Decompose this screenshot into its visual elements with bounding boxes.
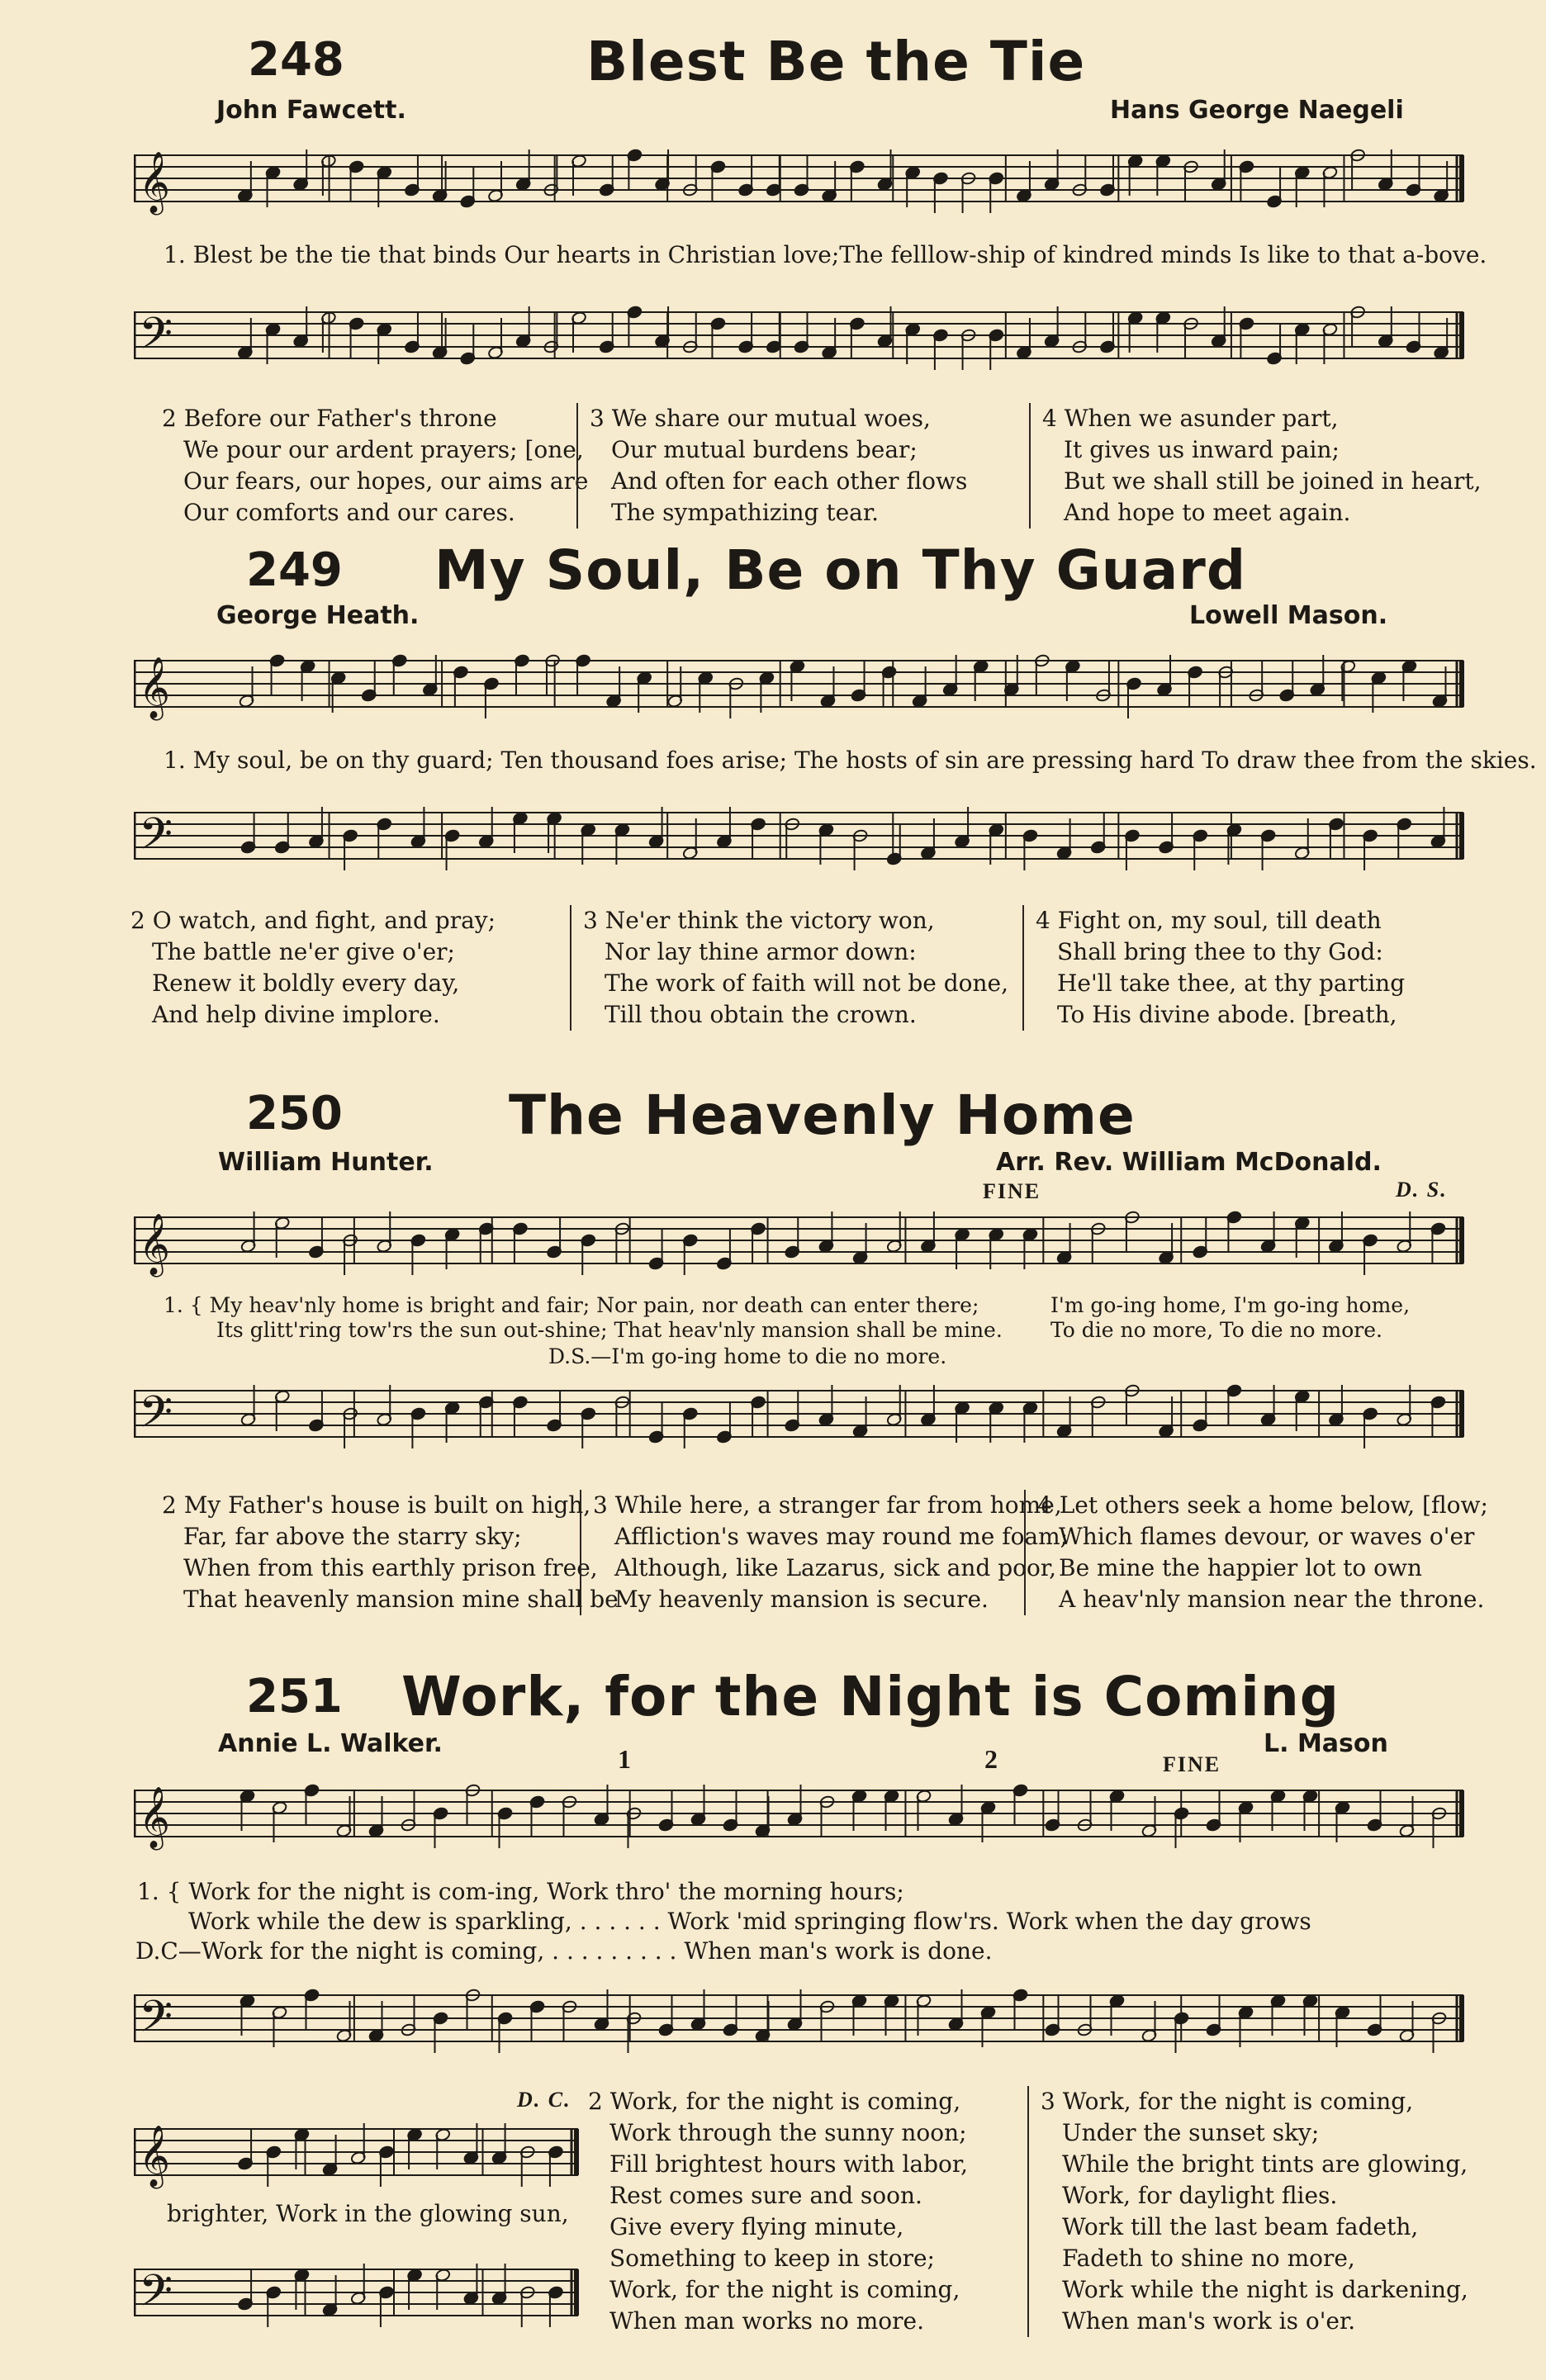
music-credit: L. Mason [1264, 1729, 1388, 1758]
hymn-title: Blest Be the Tie [586, 30, 1086, 93]
fine-marker: FINE [983, 1179, 1041, 1203]
hymn-number: 249 [246, 543, 343, 597]
verse-2: 2 Work, for the night is coming, Work through the sunny noon; Fill brightest hours with labor, Rest comes sure and soon. Give every flying minute, Something to keep in store; Work, for the night is coming, When man works no more. [588, 2088, 969, 2335]
verse-2: 2 O watch, and fight, and pray; The battle ne'er give o'er; Renew it boldly every day, And help divine implore. [130, 907, 496, 1028]
treble-staff-small [134, 2106, 580, 2213]
lyric-line: 1. My soul, be on thy guard; Ten thousand foes arise; The hosts of sin are pressing hard To draw thee from the skies. [164, 747, 1537, 774]
dc-marker: D. C. [517, 2088, 571, 2112]
refrain-line-2: To die no more, To die no more. [1050, 1318, 1382, 1342]
verse-2: 2 My Father's house is built on high, Far, far above the starry sky; When from this earthly prison free, That heavenly mansion mine shall be [162, 1491, 619, 1613]
music-credit: Hans George Naegeli [1110, 96, 1404, 125]
verse-4: 4 Fight on, my soul, till death Shall bring thee to thy God: He'll take thee, at thy parting To His divine abode. [breath, [1022, 905, 1477, 1031]
svg-text:𝄢: 𝄢 [139, 1992, 173, 2053]
hymn-title: The Heavenly Home [509, 1083, 1136, 1147]
svg-text:𝄢: 𝄢 [139, 309, 173, 370]
verse-4: 4 Let others seek a home below, [flow; Which flames devour, or waves o'er Be mine the happier lot to own A heav'nly mansion near the throne. [1024, 1490, 1495, 1615]
treble-staff [134, 1767, 1465, 1883]
verse-3: 3 Work, for the night is coming, Under the sunset sky; While the bright tints are glowing, Work, for daylight flies. Work till the last beam fadeth, Fadeth to shine no more, Work while the night is darkening, When man's work is o'er. [1027, 2086, 1482, 2337]
ds-line: D.S.—I'm go-ing home to die no more. [548, 1344, 947, 1368]
hymn-number: 250 [246, 1087, 343, 1140]
words-credit: Annie L. Walker. [218, 1729, 443, 1758]
verse-3: 3 We share our mutual woes, Our mutual burdens bear; And often for each other flows The sympathizing tear. [576, 403, 1029, 529]
svg-text:𝄢: 𝄢 [139, 1387, 173, 1448]
svg-text:𝄞: 𝄞 [139, 152, 170, 213]
lyric-line-3: D.C—Work for the night is coming, . . . . . . . . . When man's work is done. [135, 1937, 993, 1965]
svg-text:𝄢: 𝄢 [139, 809, 173, 870]
verses [588, 2086, 1482, 2337]
lyric-line-1: 1. { Work for the night is com-ing, Work thro' the morning hours; [137, 1878, 904, 1905]
verse-2: 2 Before our Father's throne We pour our ardent prayers; [one, Our fears, our hopes, our aims are Our comforts and our cares. [162, 405, 589, 526]
words-credit: William Hunter. [218, 1148, 434, 1177]
lyric-line-2: Its glitt'ring tow'rs the sun out-shine; That heav'nly mansion shall be mine. [216, 1318, 1003, 1342]
bass-staff [134, 1972, 1465, 2079]
svg-text:𝄞: 𝄞 [139, 1787, 170, 1848]
refrain-line-1: I'm go-ing home, I'm go-ing home, [1050, 1293, 1411, 1317]
ds-marker: D. S. [1396, 1178, 1448, 1202]
lyric-line-1: 1. { My heav'nly home is bright and fair; Nor pain, nor death can enter there; [164, 1293, 979, 1317]
hymn-title: My Soul, Be on Thy Guard [434, 538, 1247, 602]
bass-staff-small [134, 2246, 580, 2354]
verse-3: 3 While here, a stranger far from home, Affliction's waves may round me foam; Although, like Lazarus, sick and poor, My heavenly mansion is secure. [580, 1490, 1024, 1615]
lyric-line-4: brighter, Work in the glowing sun, [167, 2200, 569, 2227]
fine-marker: FINE [1163, 1752, 1221, 1776]
svg-text:𝄢: 𝄢 [139, 2266, 173, 2327]
lyric-line-2: Work while the dew is sparkling, . . . . . . Work 'mid springing flow'rs. Work when the day grows [188, 1908, 1311, 1935]
music-credit: Arr. Rev. William McDonald. [996, 1148, 1382, 1177]
ending-2-marker: 2 [984, 1744, 999, 1774]
words-credit: John Fawcett. [216, 96, 406, 125]
music-credit: Lowell Mason. [1189, 601, 1388, 630]
svg-text:𝄞: 𝄞 [139, 657, 170, 718]
svg-text:𝄞: 𝄞 [139, 2126, 170, 2187]
svg-text:𝄞: 𝄞 [139, 1214, 170, 1275]
hymn-title: Work, for the Night is Coming [401, 1665, 1340, 1728]
ending-1-marker: 1 [618, 1744, 633, 1774]
hymn-number: 251 [246, 1670, 343, 1723]
verse-3: 3 Ne'er think the victory won, Nor lay thine armor down: The work of faith will not be done, Till thou obtain the crown. [570, 905, 1022, 1031]
words-credit: George Heath. [216, 601, 420, 630]
hymn-number: 248 [248, 33, 344, 87]
verse-4: 4 When we asunder part, It gives us inward pain; But we shall still be joined in heart, And hope to meet again. [1029, 403, 1483, 529]
lyric-line: 1. Blest be the tie that binds Our hearts in Christian love;The felllow-ship of kindred minds Is like to that a-bove. [164, 241, 1487, 268]
